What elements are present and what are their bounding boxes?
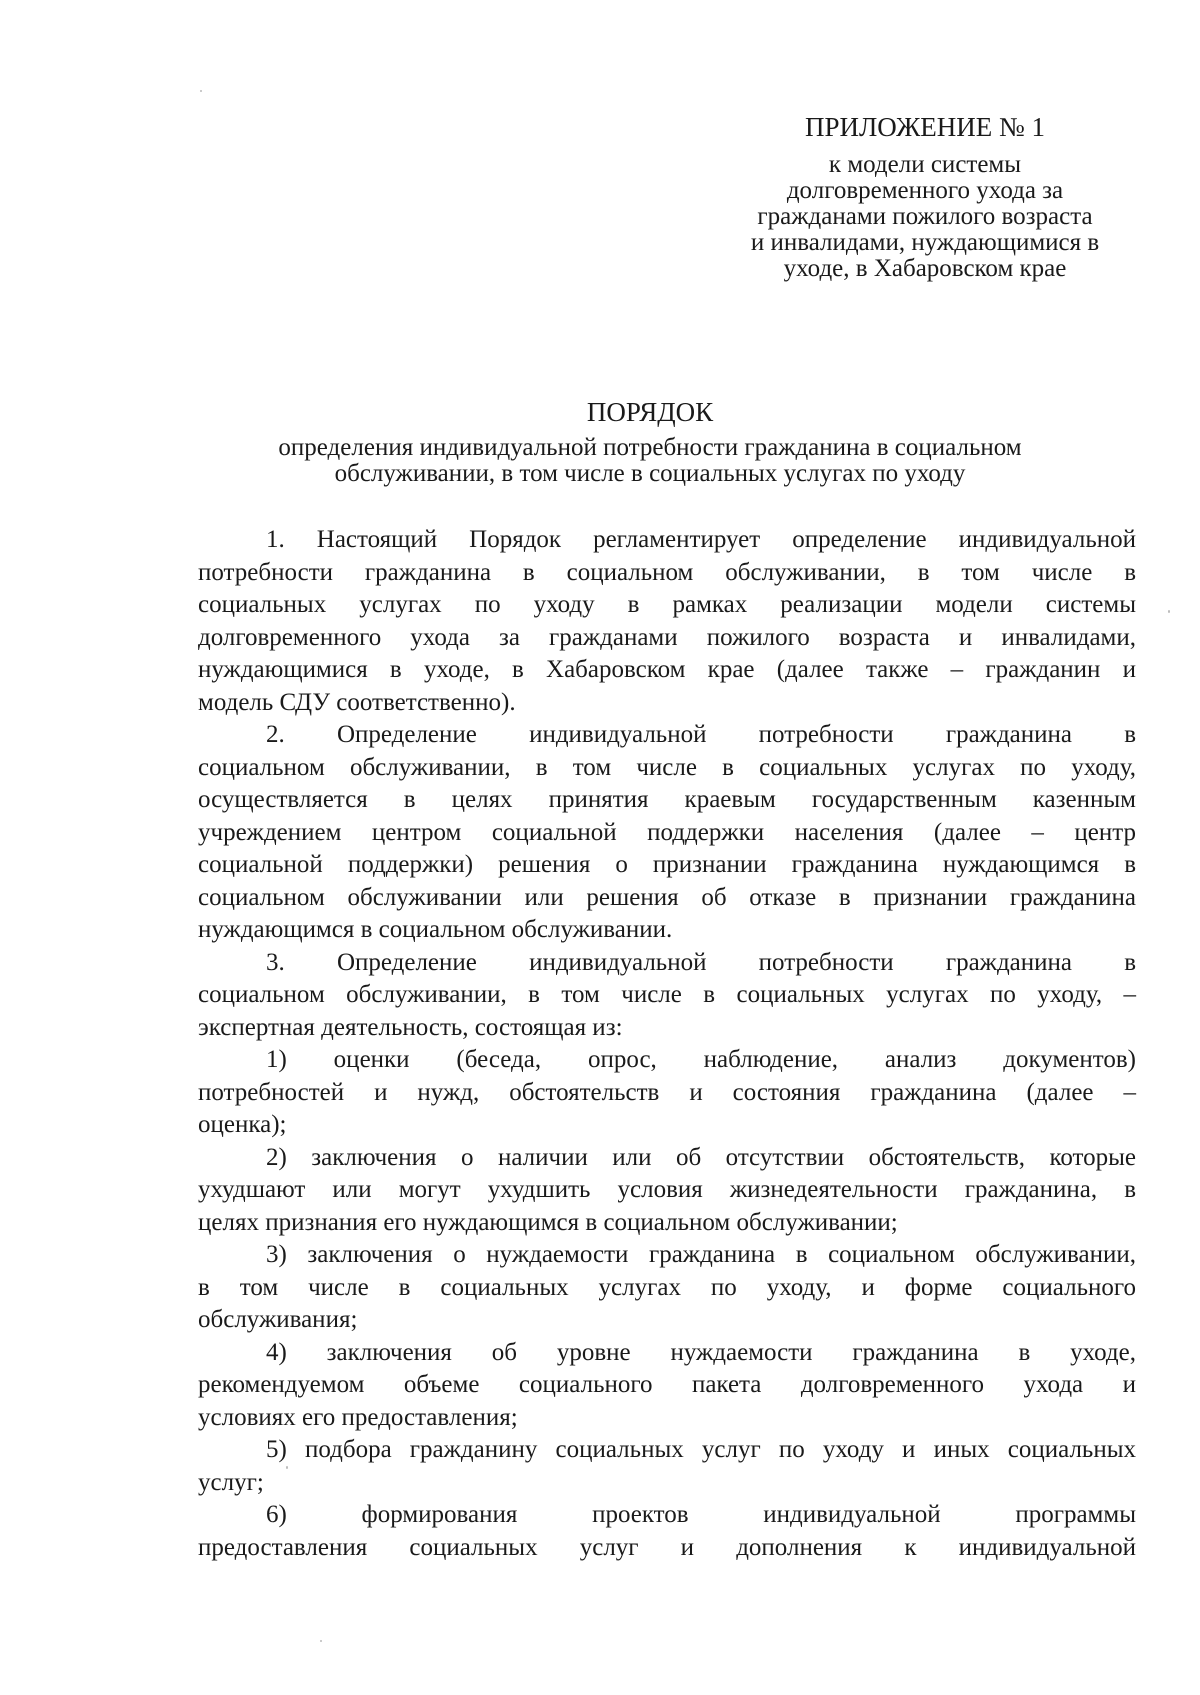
document-body: [198, 524, 1136, 1564]
text-line: в том числе в социальных услугах по уходу, и форме социального: [198, 1273, 1136, 1301]
text-line: 1) оценки (беседа, опрос, наблюдение, анализ документов): [266, 1046, 1136, 1073]
appendix-line: уходе, в Хабаровском крае: [783, 255, 1067, 282]
text-line: социальной поддержки) решения о признании гражданина нуждающимся в: [198, 851, 1136, 878]
text-line: модель СДУ соответственно).: [198, 688, 516, 716]
text-line: оценка);: [198, 1111, 287, 1138]
text-line: 1. Настоящий Порядок регламентирует определение индивидуальной: [266, 526, 1136, 553]
appendix-line: и инвалидами, нуждающимися в: [750, 229, 1100, 256]
scan-speck: [286, 1466, 288, 1469]
text-line: 3) заключения о нуждаемости гражданина в социальном обслуживании,: [266, 1241, 1136, 1268]
order-subtitle-line: обслуживании, в том числе в социальных услугах по уходу: [334, 460, 966, 487]
appendix-header: [735, 110, 1115, 282]
paragraph: [198, 719, 1136, 947]
text-line: потребности гражданина в социальном обслуживании, в том числе в: [198, 558, 1136, 586]
text-line: социальном обслуживании, в том числе в социальных услугах по уходу,: [198, 753, 1136, 781]
paragraph: [198, 524, 1136, 719]
order-subtitle-line: определения индивидуальной потребности гражданина в социальном: [278, 434, 1022, 461]
paragraph: [198, 1044, 1136, 1142]
paragraph: [198, 1434, 1136, 1499]
text-line: нуждающимся в социальном обслуживании.: [198, 916, 673, 943]
order-title: ПОРЯДОК: [586, 397, 714, 427]
text-line: социальном обслуживании или решения об отказе в признании гражданина: [198, 883, 1136, 911]
text-line: осуществляется в целях принятия краевым государственным казенным: [198, 786, 1136, 813]
text-line: 6) формирования проектов индивидуальной программы: [266, 1501, 1136, 1528]
text-line: 3. Определение индивидуальной потребности гражданина в: [266, 948, 1136, 976]
text-line: потребностей и нужд, обстоятельств и состояния гражданина (далее –: [198, 1078, 1136, 1106]
appendix-title: ПРИЛОЖЕНИЕ № 1: [804, 112, 1046, 142]
text-line: долговременного ухода за гражданами пожилого возраста и инвалидами,: [198, 623, 1136, 651]
paragraph: [198, 1337, 1136, 1435]
scan-speck: [1168, 610, 1170, 613]
text-line: условиях его предоставления;: [198, 1403, 518, 1431]
text-line: учреждением центром социальной поддержки населения (далее – центр: [198, 818, 1136, 846]
text-line: социальных услугах по уходу в рамках реализации модели системы: [198, 591, 1136, 618]
text-line: 2. Определение индивидуальной потребности гражданина в: [266, 721, 1136, 748]
text-line: услуг;: [198, 1468, 264, 1496]
text-line: ухудшают или могут ухудшить условия жизнедеятельности гражданина, в: [198, 1176, 1136, 1203]
text-line: 5) подбора гражданину социальных услуг по уходу и иных социальных: [266, 1436, 1136, 1463]
paragraph: [198, 1142, 1136, 1240]
paragraph: [198, 1499, 1136, 1564]
text-line: 2) заключения о наличии или об отсутствии обстоятельств, которые: [266, 1143, 1136, 1171]
text-line: предоставления социальных услуг и дополнения к индивидуальной: [198, 1533, 1136, 1561]
appendix-line: к модели системы: [828, 151, 1022, 178]
text-line: нуждающимися в уходе, в Хабаровском крае (далее также – гражданин и: [198, 656, 1136, 683]
appendix-line: гражданами пожилого возраста: [757, 203, 1093, 230]
paragraph: [198, 947, 1136, 1045]
paragraph: [198, 1239, 1136, 1337]
text-line: 4) заключения об уровне нуждаемости гражданина в уходе,: [266, 1338, 1136, 1366]
text-line: рекомендуемом объеме социального пакета долговременного ухода и: [198, 1371, 1136, 1398]
text-line: целях признания его нуждающимся в социальном обслуживании;: [198, 1208, 898, 1236]
scan-speck: [200, 90, 202, 92]
text-line: экспертная деятельность, состоящая из:: [198, 1013, 623, 1041]
scan-speck: [320, 1640, 322, 1642]
text-line: социальном обслуживании, в том числе в социальных услугах по уходу, –: [198, 981, 1136, 1008]
appendix-line: долговременного ухода за: [786, 177, 1064, 204]
text-line: обслуживания;: [198, 1306, 358, 1333]
order-heading: [150, 395, 1150, 487]
